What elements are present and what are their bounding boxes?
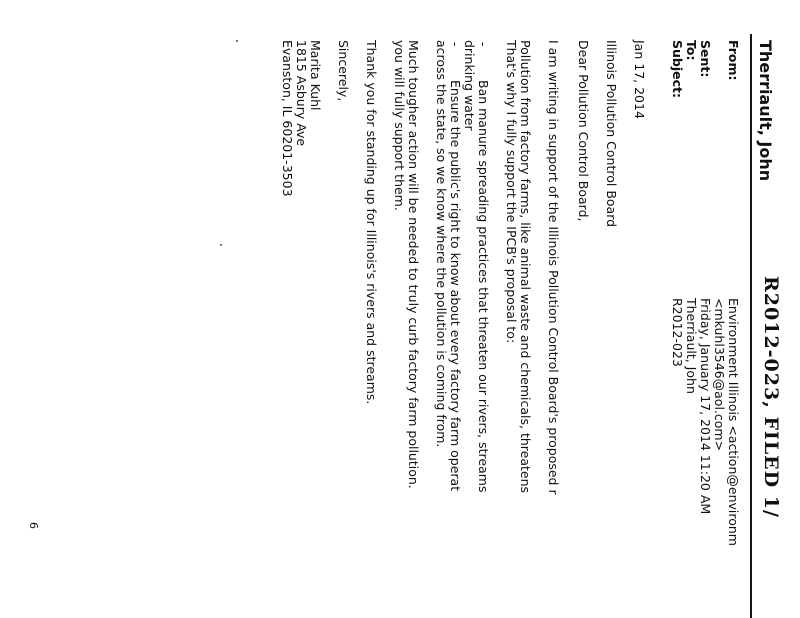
bullet-2-mark: - bbox=[448, 42, 463, 47]
sent-value: Friday, January 17, 2014 11:20 AM bbox=[698, 298, 713, 515]
page-number: 6 bbox=[27, 522, 40, 529]
filing-stamp: R2012-023, FILED 1/ bbox=[760, 276, 782, 518]
from-line-1: Environment Illinois <action@environm bbox=[726, 298, 741, 546]
bullet-2-line-1: Ensure the public's right to know about every factory farm operat bbox=[448, 80, 463, 492]
rotated-letter-sheet bbox=[12, 34, 782, 618]
paragraph-1: I am writing in support of the Illinois Pollution Control Board's proposed r bbox=[546, 40, 561, 495]
letter-date: Jan 17, 2014 bbox=[632, 40, 647, 119]
author-name: Therriault, John bbox=[756, 40, 775, 182]
paragraph-2-line-2: That's why I fully support the IPCB's proposal to: bbox=[504, 40, 519, 344]
paragraph-4: Thank you for standing up for Illinois's rivers and streams. bbox=[364, 40, 379, 405]
scan-speck bbox=[236, 40, 238, 42]
to-label: To: bbox=[684, 40, 699, 61]
scan-speck bbox=[220, 244, 222, 246]
bullet-1-mark: - bbox=[476, 42, 491, 47]
subject-label: Subject: bbox=[670, 40, 685, 98]
to-value: Therriault, John bbox=[684, 298, 699, 394]
signature-city: Evanston, IL 60201-3503 bbox=[280, 40, 295, 197]
closing: Sincerely, bbox=[336, 40, 351, 102]
header-rule bbox=[750, 34, 752, 618]
subject-value: R2012-023 bbox=[670, 298, 685, 367]
signature-street: 1815 Asbury Ave bbox=[294, 40, 309, 147]
from-label: From: bbox=[726, 40, 741, 81]
from-line-2: <mkuhl3546@aol.com> bbox=[712, 298, 727, 452]
bullet-1-line-2: drinking water bbox=[462, 40, 477, 131]
sent-label: Sent: bbox=[698, 40, 713, 78]
signature-name: Marita Kuhl bbox=[308, 40, 323, 111]
paragraph-3-line-2: you will fully support them. bbox=[392, 40, 407, 211]
paragraph-3-line-1: Much tougher action will be needed to truly curb factory farm pollution. bbox=[406, 40, 421, 489]
bullet-2-line-2: across the state, so we know where the pollution is coming from. bbox=[434, 40, 449, 448]
bullet-1-line-1: Ban manure spreading practices that threaten our rivers, streams bbox=[476, 80, 491, 493]
letter-salutation: Dear Pollution Control Board, bbox=[576, 40, 591, 222]
paragraph-2-line-1: Pollution from factory farms, like animal waste and chemicals, threatens bbox=[518, 40, 533, 494]
letter-recipient: Illinois Pollution Control Board bbox=[604, 40, 619, 228]
